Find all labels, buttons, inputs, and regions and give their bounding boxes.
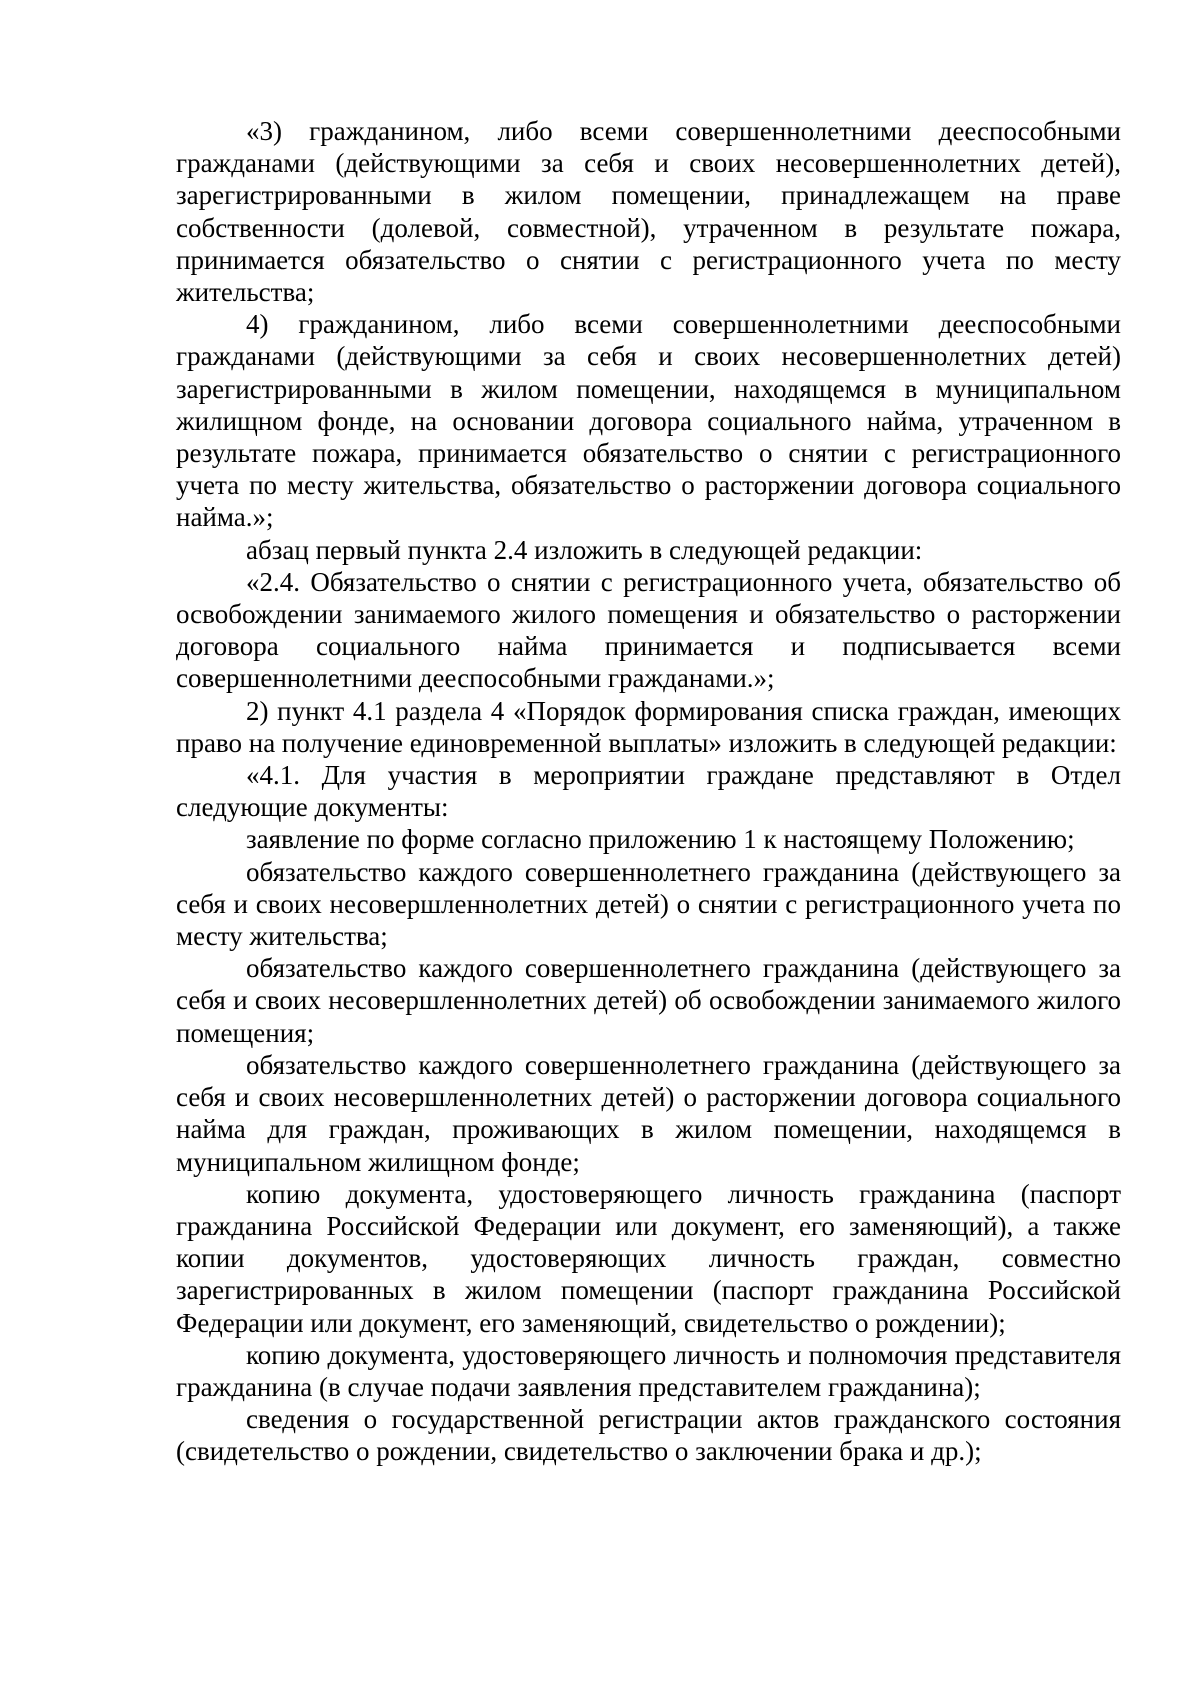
list-item-representative-documents: копию документа, удостоверяющего личность и полномочия представителя гражданина (в случае подачи заявления представителем гражданина); (176, 1339, 1121, 1402)
paragraph-amendment-2-4-intro: абзац первый пункта 2.4 изложить в следующей редакции: (246, 534, 923, 565)
list-item-application: заявление по форме согласно приложению 1 к настоящему Положению; (246, 824, 1075, 855)
paragraph-clause-2-4: «2.4. Обязательство о снятии с регистрационного учета, обязательство об освобождении занимаемого жилого помещения и обязательство о расторжении договора социального найма принимается и подписывается всеми совершеннолетними дееспособными гражданами.»; (176, 566, 1121, 694)
list-item-civil-status-records: сведения о государственной регистрации актов гражданского состояния (свидетельство о рождении, свидетельство о заключении брака и др.); (176, 1404, 1121, 1467)
document-body (176, 115, 1121, 1468)
paragraph-amendment-4-1-intro: 2) пункт 4.1 раздела 4 «Порядок формирования списка граждан, имеющих право на получение единовременной выплаты» изложить в следующей редакции: (176, 695, 1121, 758)
paragraph-item-4: 4) гражданином, либо всеми совершеннолетними дееспособными гражданами (действующими за себя и своих несовершеннолетних детей) зарегистрированными в жилом помещении, находящемся в муниципальном жилищном фонде, на основании договора социального найма, утраченном в результате пожара, принимается обязательство о снятии с регистрационного учета по месту жительства, обязательство о расторжении договора социального найма.»; (176, 309, 1121, 533)
list-item-vacate-obligation: обязательство каждого совершеннолетнего гражданина (действующего за себя и своих несовершленнолетних детей) об освобождении занимаемого жилого помещения; (176, 953, 1121, 1048)
paragraph-clause-4-1: «4.1. Для участия в мероприятии граждане представляют в Отдел следующие документы: (176, 760, 1121, 823)
list-item-termination-obligation: обязательство каждого совершеннолетнего гражданина (действующего за себя и своих несовершленнолетних детей) о расторжении договора социального найма для граждан, проживающих в жилом помещении, находящемся в муниципальном жилищном фонде; (176, 1049, 1121, 1177)
list-item-deregistration-obligation: обязательство каждого совершеннолетнего гражданина (действующего за себя и своих несовершленнолетних детей) о снятии с регистрационного учета по месту жительства; (176, 856, 1121, 952)
paragraph-item-3: «3) гражданином, либо всеми совершеннолетними дееспособными гражданами (действующими за себя и своих несовершеннолетних детей), зарегистрированными в жилом помещении, принадлежащем на праве собственности (долевой, совместной), утраченном в результате пожара, принимается обязательство о снятии с регистрационного учета по месту жительства; (176, 116, 1121, 308)
list-item-identity-documents: копию документа, удостоверяющего личность гражданина (паспорт гражданина Российской Федерации или документ, его заменяющий), а также копии документов, удостоверяющих личность граждан, совместно зарегистрированных в жилом помещении (паспорт гражданина Российской Федерации или документ, его заменяющий, свидетельство о рождении); (176, 1178, 1121, 1338)
